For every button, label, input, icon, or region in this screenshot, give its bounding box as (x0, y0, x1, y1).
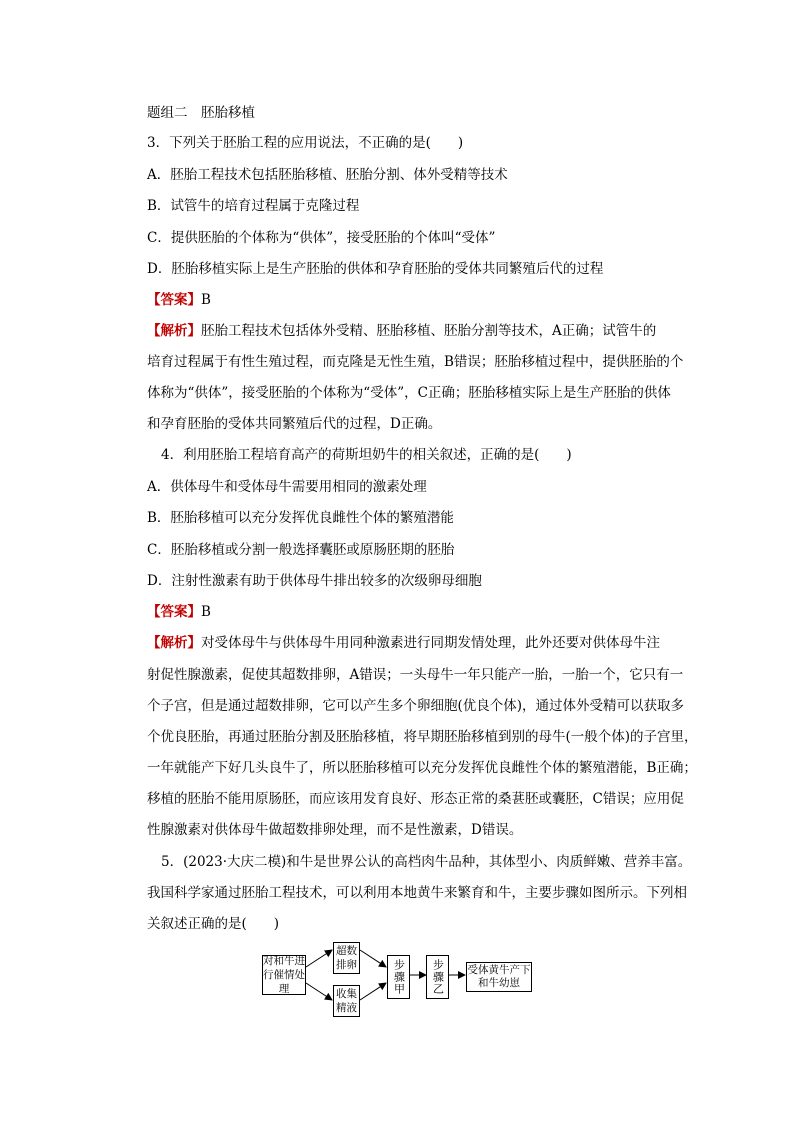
arrow-start-to-bottom (306, 983, 332, 1000)
q3-option-c: C．提供胚胎的个体称为“供体”，接受胚胎的个体叫“受体” (147, 230, 496, 246)
flow-box-end: 受体黄牛产下和牛幼崽 (466, 962, 532, 992)
q4-analysis-tag: 【解析】 (147, 635, 201, 651)
q3-answer-tag: 【答案】 (147, 292, 201, 308)
q3-analysis-tag: 【解析】 (147, 323, 201, 339)
q5-stem-line-2: 我国科学家通过胚胎工程技术，可以利用本地黄牛来繁育和牛，主要步骤如图所示。下列相 (147, 885, 687, 901)
q4-option-a: A．供体母牛和受体母牛需要用相同的激素处理 (147, 479, 427, 495)
arrow-start-to-top (306, 950, 332, 967)
q3-analysis-line-2: 培育过程属于有性生殖过程，而克隆是无性生殖，B错误；胚胎移植过程中，提供胚胎的个 (147, 354, 684, 370)
flow-box-top: 超数排卵 (333, 942, 360, 974)
q4-option-d: D．注射性激素有助于供体母牛排出较多的次级卵母细胞 (147, 573, 482, 589)
flow-box-start: 对和牛进行催情处理 (263, 955, 305, 995)
q4-answer-tag: 【答案】 (147, 604, 201, 620)
q3-stem: 3．下列关于胚胎工程的应用说法，不正确的是( ) (147, 135, 464, 151)
q5-stem-line-1: 5．(2023·大庆二模)和牛是世界公认的高档肉牛品种，其体型小、肉质鲜嫩、营养丰富。 (161, 854, 692, 870)
q3-option-d: D．胚胎移植实际上是生产胚胎的供体和孕育胚胎的受体共同繁殖后代的过程 (147, 261, 604, 277)
q4-analysis-line-6: 移植的胚胎不能用原肠胚，而应该用发育良好、形态正常的桑葚胚或囊胚，C错误；应用促 (147, 791, 684, 807)
q4-analysis-line-4: 个优良胚胎，再通过胚胎分割及胚胎移植，将早期胚胎移植到别的母牛(一般个体)的子宫里， (147, 729, 698, 745)
group-label: 题组二 (147, 105, 188, 121)
q4-stem: 4．利用胚胎工程培育高产的荷斯坦奶牛的相关叙述，正确的是( ) (161, 447, 572, 463)
flow-box-step-b: 步骤乙 (426, 955, 449, 999)
q3-analysis-text-1: 胚胎工程技术包括体外受精、胚胎移植、胚胎分割等技术，A正确；试管牛的 (201, 323, 657, 339)
q3-analysis-line-4: 和孕育胚胎的受体共同繁殖后代的过程，D正确。 (147, 416, 442, 432)
q4-analysis-text-1: 对受体母牛与供体母牛用同种激素进行同期发情处理，此外还要对供体母牛注 (201, 635, 660, 651)
q4-analysis-line-5: 一年就能产下好几头良牛了，所以胚胎移植可以充分发挥优良雌性个体的繁殖潜能，B正确； (147, 760, 697, 776)
flow-box-step-a: 步骤甲 (387, 955, 410, 999)
q3-option-b: B．试管牛的培育过程属于克隆过程 (147, 198, 360, 214)
q3-analysis-line-3: 体称为“供体”，接受胚胎的个体称为“受体”，C正确；胚胎移植实际上是生产胚胎的供体 (147, 385, 671, 401)
q4-analysis-line-2: 射促性腺激素，促使其超数排卵，A错误；一头母牛一年只能产一胎，一胎一个，它只有一 (147, 667, 684, 683)
q4-answer-value: B (201, 604, 211, 620)
q3-option-a: A．胚胎工程技术包括胚胎移植、胚胎分割、体外受精等技术 (147, 167, 508, 183)
flow-box-bottom: 收集精液 (333, 985, 360, 1017)
q4-option-c: C．胚胎移植或分割一般选择囊胚或原肠胚期的胚胎 (147, 542, 455, 558)
arrow-top-to-step-a (360, 950, 386, 967)
q3-answer-value: B (201, 292, 211, 308)
arrow-bottom-to-step-a (360, 983, 386, 1000)
group-title: 胚胎移植 (201, 105, 255, 121)
q4-option-b: B．胚胎移植可以充分发挥优良雌性个体的繁殖潜能 (147, 510, 454, 526)
q4-analysis-line-7: 性腺激素对供体母牛做超数排卵处理，而不是性激素，D错误。 (147, 822, 523, 838)
q5-stem-line-3: 关叙述正确的是( ) (147, 916, 280, 932)
q4-analysis-line-3: 个子宫，但是通过超数排卵，它可以产生多个卵细胞(优良个体)，通过体外受精可以获取多 (147, 698, 685, 714)
